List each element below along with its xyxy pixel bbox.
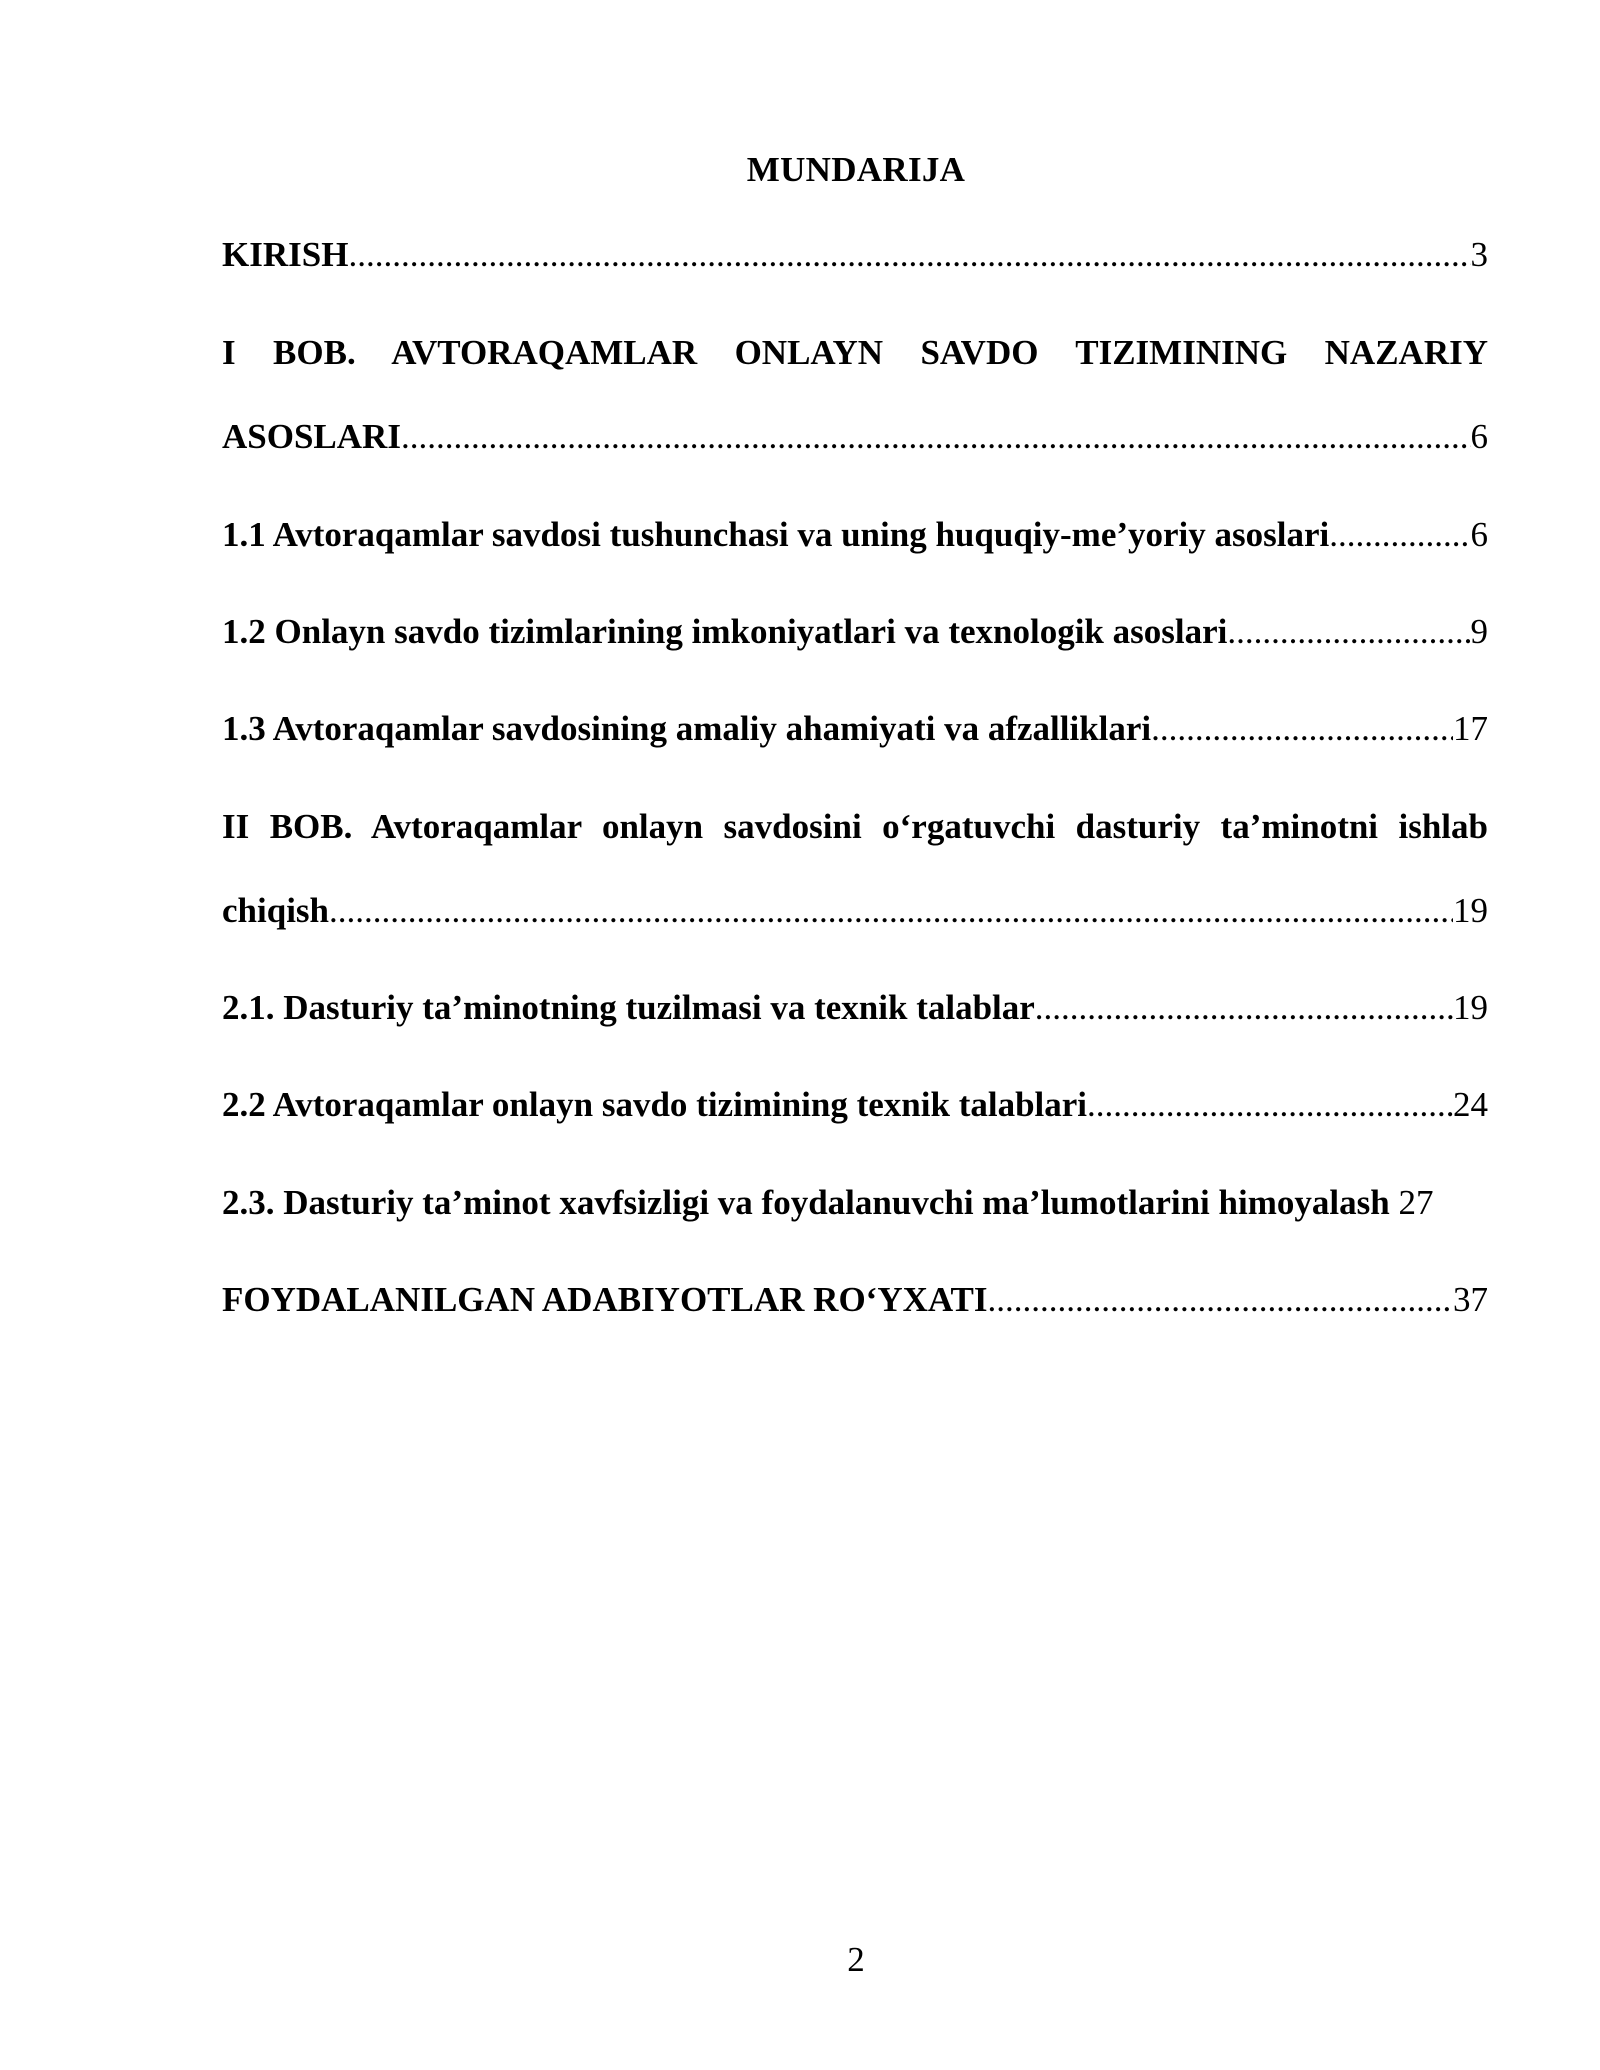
toc-entry-page: 3 xyxy=(1470,235,1488,274)
toc-entry-label: ASOSLARI xyxy=(222,417,401,456)
toc-entry-page: 17 xyxy=(1453,709,1488,748)
toc-leader-dots xyxy=(1035,985,1453,1031)
toc-entry-2-3 xyxy=(222,1180,1488,1226)
toc-entry-2-2 xyxy=(222,1082,1488,1128)
toc-leader-dots xyxy=(988,1277,1453,1323)
toc-entry-label: chiqish xyxy=(222,891,329,930)
toc-entry-2-1 xyxy=(222,985,1488,1031)
toc-entry-1-1 xyxy=(222,512,1488,558)
toc-leader-gap xyxy=(1390,1180,1399,1226)
toc-entry-kirish xyxy=(222,232,1488,278)
toc-entry-chapter1 xyxy=(222,414,1488,460)
toc-entry-label: KIRISH xyxy=(222,235,349,274)
toc-entry-label: 2.3. Dasturiy ta’minot xavfsizligi va foydalanuvchi ma’lumotlarini himoyalash xyxy=(222,1183,1390,1222)
toc-entry-page: 19 xyxy=(1453,988,1488,1027)
toc-leader-dots xyxy=(329,888,1453,934)
toc-entry-chapter2 xyxy=(222,888,1488,934)
toc-leader-dots xyxy=(1329,512,1470,558)
toc-leader-dots xyxy=(401,414,1471,460)
toc-leader-dots xyxy=(1227,609,1470,655)
toc-leader-dots xyxy=(348,232,1470,278)
toc-entry-page: 6 xyxy=(1470,515,1488,554)
toc-entry-label: 1.1 Avtoraqamlar savdosi tushunchasi va uning huquqiy-me’yoriy asoslari xyxy=(222,515,1330,554)
toc-entry-1-3 xyxy=(222,706,1488,752)
toc-entry-chapter1-line1: I BOB. AVTORAQAMLAR ONLAYN SAVDO TIZIMINING NAZARIY xyxy=(222,333,1488,372)
toc-entry-page: 27 xyxy=(1398,1183,1434,1222)
toc-entry-page: 37 xyxy=(1453,1280,1488,1319)
toc-entry-label: FOYDALANILGAN ADABIYOTLAR RO‘YXATI xyxy=(222,1280,988,1319)
toc-entry-page: 9 xyxy=(1470,612,1488,651)
toc-entry-page: 19 xyxy=(1453,891,1488,930)
page-number: 2 xyxy=(847,1940,865,1979)
toc-entry-label: 2.2 Avtoraqamlar onlayn savdo tizimining texnik talablari xyxy=(222,1085,1088,1124)
toc-entry-1-2 xyxy=(222,609,1488,655)
toc-leader-dots xyxy=(1151,706,1453,752)
toc-entry-page: 6 xyxy=(1470,417,1488,456)
toc-entry-chapter2-line1: II BOB. Avtoraqamlar onlayn savdosini o‘rgatuvchi dasturiy ta’minotni ishlab xyxy=(222,807,1488,846)
toc-entry-references xyxy=(222,1277,1488,1323)
toc-entry-label: 1.3 Avtoraqamlar savdosining amaliy ahamiyati va afzalliklari xyxy=(222,709,1152,748)
toc-entry-page: 24 xyxy=(1453,1085,1488,1124)
toc-entry-label: 1.2 Onlayn savdo tizimlarining imkoniyatlari va texnologik asoslari xyxy=(222,612,1228,651)
toc-heading: MUNDARIJA xyxy=(746,150,966,189)
toc-entry-label: 2.1. Dasturiy ta’minotning tuzilmasi va texnik talablar xyxy=(222,988,1035,1027)
toc-leader-dots xyxy=(1087,1082,1453,1128)
